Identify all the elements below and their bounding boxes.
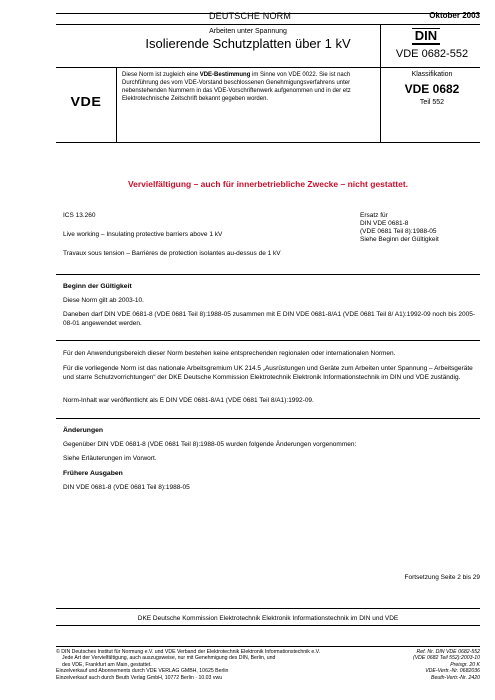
footer-line: © DIN Deutsches Institut für Normung e.V. und VDE Verband der Elektrotechnik Elektronik Informationstechnik e.V. — [56, 649, 321, 655]
document-title: Isolierende Schutzplatten über 1 kV — [145, 36, 351, 51]
footer-line: Einzelverkauf auch durch Beuth Verlag GmbH, 10772 Berlin · 10.03 vwu — [56, 674, 223, 681]
dke-line: DKE Deutsche Kommission Elektrotechnik Elektronik Informationstechnik im DIN und VDE — [137, 615, 399, 622]
din-logo-underline — [412, 43, 440, 45]
ersatz-block — [360, 212, 480, 244]
norm-type-title: DEUTSCHE NORM — [208, 11, 292, 21]
footer-separator — [56, 646, 480, 647]
header-divider-bottom — [56, 142, 480, 143]
body-paragraph: Norm-Inhalt war veröffentlicht als E DIN VDE 0681-8/A1 (VDE 0681 Teil 8/A1):1992-09. — [63, 397, 314, 404]
ersatz-line: Siehe Beginn der Gültigkeit — [360, 236, 439, 243]
footer-line: Beuth-Vertr.-Nr. 2420 — [430, 674, 480, 681]
din-logo: DIN — [412, 28, 440, 42]
vde-logo-divider — [116, 67, 117, 143]
aenderungen-paragraph: Gegenüber DIN VDE 0681-8 (VDE 0681 Teil 8):1988-05 wurden folgende Änderungen vorgenommen: — [63, 441, 357, 448]
section-separator — [56, 274, 480, 275]
gueltigkeit-paragraph: Daneben darf DIN VDE 0681-8 (VDE 0681 Teil 8):1988-05 zusammen mit E DIN VDE 0681-8/A1 (VDE 0681 Teil 8/ A1):1992-09 noch bis 2005-08-01 angewendet werden. — [63, 311, 476, 327]
ersatz-line: DIN VDE 0681-8 — [360, 220, 409, 227]
fruehere-heading: Frühere Ausgaben — [63, 470, 123, 477]
english-title: Live working – Insulating protective barriers above 1 kV — [63, 231, 223, 238]
footer-line: Jede Art der Vervielfältigung, auch auszugsweise, nur mit Genehmigung des DIN, Berlin, und — [62, 655, 276, 662]
footer-line: Ref. Nr. DIN VDE 0682-552 — [416, 649, 480, 655]
header-divider-vertical — [380, 25, 381, 143]
klassifikation-label: Klassifikation — [411, 71, 453, 78]
section-separator — [56, 340, 480, 341]
footer-line: Preisgr. 20 K — [450, 661, 480, 668]
document-subtitle: Arbeiten unter Spannung — [209, 28, 287, 35]
body-paragraph: Für die vorliegende Norm ist das nationale Arbeitsgremium UK 214.5 „Ausrüstungen und Geräte zum Arbeiten unter Spannung – Arbeitsgeräte und starre Schutzvorrichtungen“ der DKE Deutsche Kommission Elektrotechnik Elektronik Informationstechnik im DIN und VDE zuständig. — [63, 365, 473, 381]
klassifikation-teil: Teil 552 — [419, 99, 445, 106]
vde-bestimmung-emphasis: VDE-Bestimmung — [199, 72, 251, 78]
ics-code: ICS 13.260 — [63, 212, 96, 219]
footer-line: des VDE, Frankfurt am Main, gestattet. — [62, 661, 152, 668]
vde-logo: VDE — [70, 94, 102, 109]
fruehere-paragraph: DIN VDE 0681-8 (VDE 0681 Teil 8):1988-05 — [63, 484, 190, 491]
klassifikation-number: VDE 0682 — [404, 82, 460, 96]
footer-line: (VDE 0682 Teil 552):2003-10 — [412, 655, 480, 662]
body-paragraph: Für den Anwendungsbereich dieser Norm bestehen keine entsprechenden regionalen oder internationalen Normen. — [63, 350, 396, 357]
vde-description: Diese Norm ist zugleich eine VDE-Bestimmung im Sinne von VDE 0022. Sie ist nach Durchführung des vom VDE-Vorstand beschlossenen Genehmigungsverfahrens unter nebenstehenden Nummern in das VDE-Vorschriftenwerk aufgenommen und in der etz Elektrotechnische Zeitschrift bekannt gegeben worden. — [122, 72, 351, 102]
section-separator — [56, 418, 480, 419]
ersatz-line: Ersatz für — [360, 212, 388, 219]
french-title: Travaux sous tension – Barrières de protection isolantes au-dessus de 1 kV — [63, 250, 281, 257]
continuation-note: Fortsetzung Seite 2 bis 29 — [404, 574, 480, 581]
section-separator — [56, 625, 480, 626]
section-separator — [56, 608, 480, 609]
publication-date: Oktober 2003 — [429, 11, 480, 20]
aenderungen-paragraph: Siehe Erläuterungen im Vorwort. — [63, 455, 157, 462]
footer-line: VDE-Vertr.-Nr. 0682036 — [425, 668, 480, 675]
gueltigkeit-paragraph: Diese Norm gilt ab 2003-10. — [63, 297, 144, 304]
footer-line: Einzelverkauf und Abonnements durch VDE VERLAG GMBH, 10625 Berlin — [56, 668, 229, 675]
footer-reference — [385, 649, 480, 681]
aenderungen-heading: Änderungen — [63, 427, 104, 434]
copy-warning: Vervielfältigung – auch für innerbetriebliche Zwecke – nicht gestattet. — [127, 179, 409, 189]
header-top-rule — [56, 24, 480, 25]
document-number: VDE 0682-552 — [395, 48, 469, 60]
footer-copyright — [56, 649, 386, 681]
header-divider-middle — [56, 67, 480, 68]
ersatz-line: (VDE 0681 Teil 8):1988-05 — [360, 228, 437, 235]
gueltigkeit-heading: Beginn der Gültigkeit — [63, 283, 132, 290]
